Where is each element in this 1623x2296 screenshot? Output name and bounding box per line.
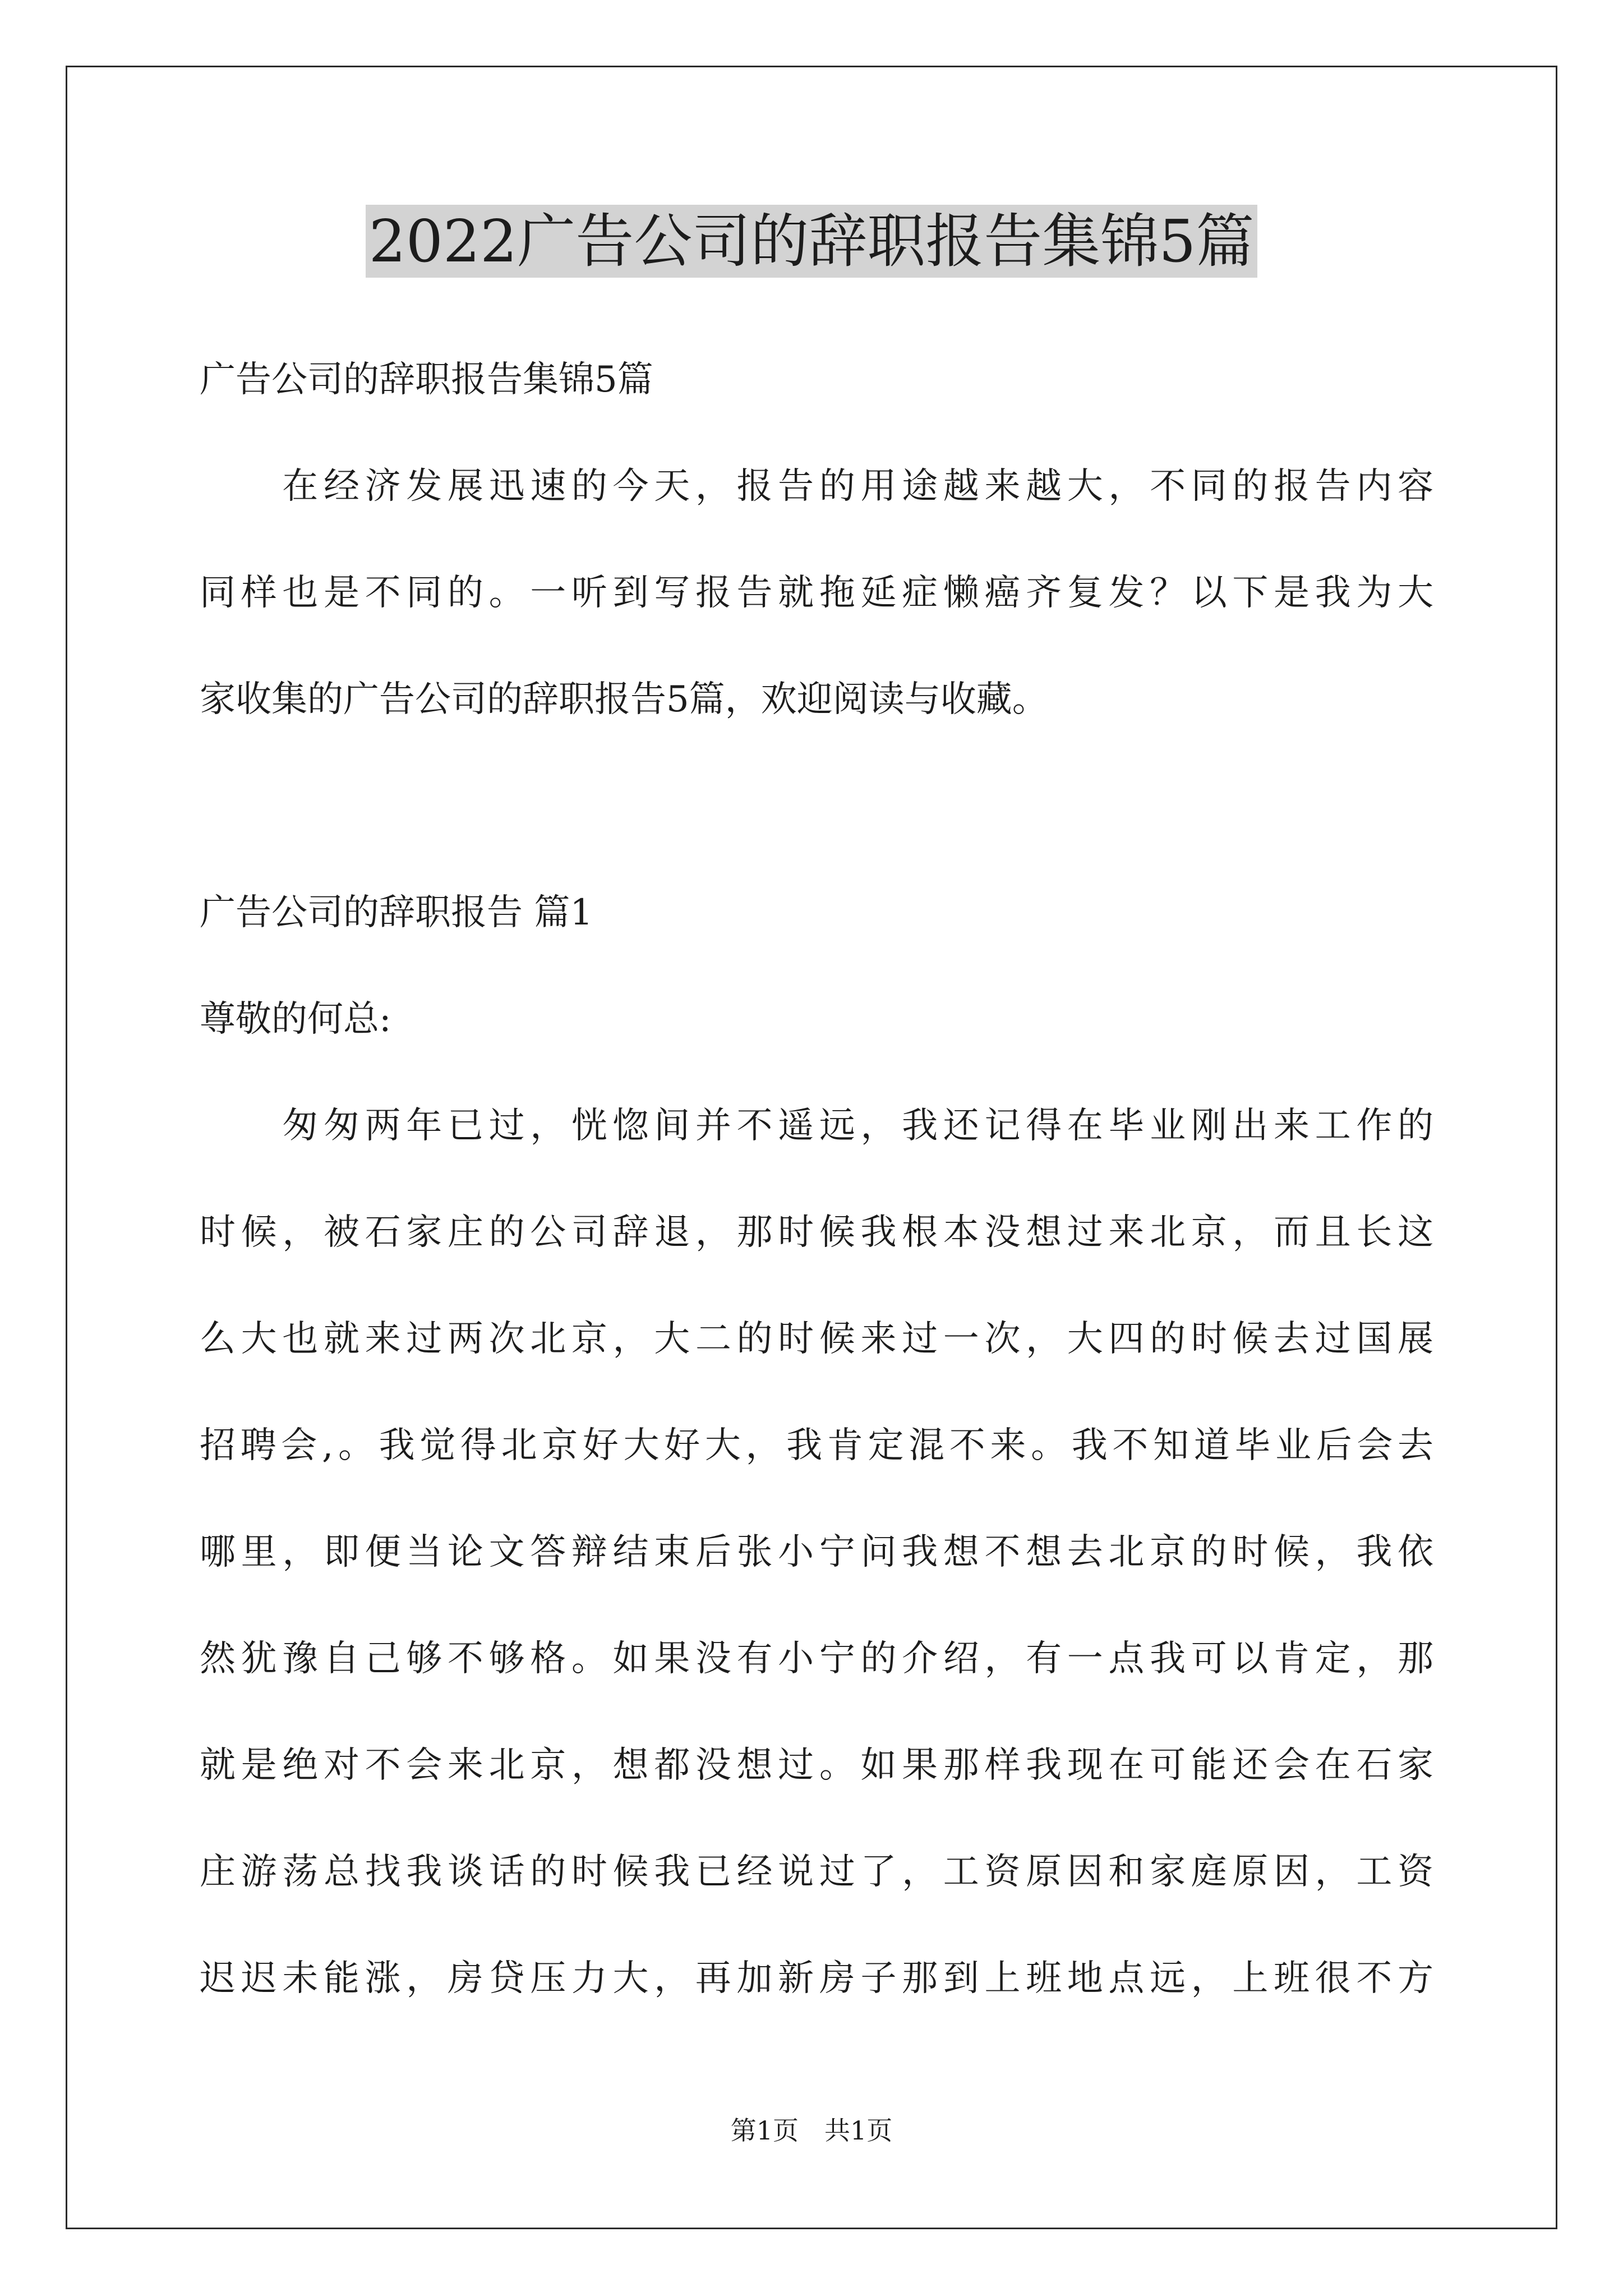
document-title-text: 2022广告公司的辞职报告集锦5篇: [366, 205, 1258, 278]
page-footer: 第1页 共1页: [730, 2115, 893, 2146]
body-line: 然犹豫自己够不够格。如果没有小宁的介绍，有一点我可以肯定，那: [200, 1638, 1433, 1680]
document-subtitle: 广告公司的辞职报告集锦5篇: [200, 359, 653, 401]
body-line: 时候，被石家庄的公司辞退，那时候我根本没想过来北京，而且长这: [200, 1212, 1433, 1253]
body-line: 哪里，即便当论文答辩结束后张小宁问我想不想去北京的时候，我依: [200, 1531, 1433, 1573]
body-line: 招聘会,。我觉得北京好大好大，我肯定混不来。我不知道毕业后会去: [200, 1425, 1433, 1466]
intro-line: 同样也是不同的。一听到写报告就拖延症懒癌齐复发？以下是我为大: [200, 572, 1433, 614]
body-line: 匆匆两年已过，恍惚间并不遥远，我还记得在毕业刚出来工作的: [200, 1105, 1433, 1147]
body-line: 庄游荡总找我谈话的时候我已经说过了，工资原因和家庭原因，工资: [200, 1851, 1433, 1893]
document-title: [0, 202, 1623, 280]
body-line: 迟迟未能涨，房贷压力大，再加新房子那到上班地点远，上班很不方: [200, 1958, 1433, 1999]
salutation: 尊敬的何总:: [200, 999, 391, 1040]
intro-line: 家收集的广告公司的辞职报告5篇，欢迎阅读与收藏。: [200, 679, 1048, 720]
section-heading: 广告公司的辞职报告 篇1: [200, 892, 593, 933]
intro-line: 在经济发展迅速的今天，报告的用途越来越大，不同的报告内容: [200, 466, 1433, 507]
body-line: 就是绝对不会来北京，想都没想过。如果那样我现在可能还会在石家: [200, 1745, 1433, 1786]
body-line: 么大也就来过两次北京，大二的时候来过一次，大四的时候去过国展: [200, 1318, 1433, 1360]
